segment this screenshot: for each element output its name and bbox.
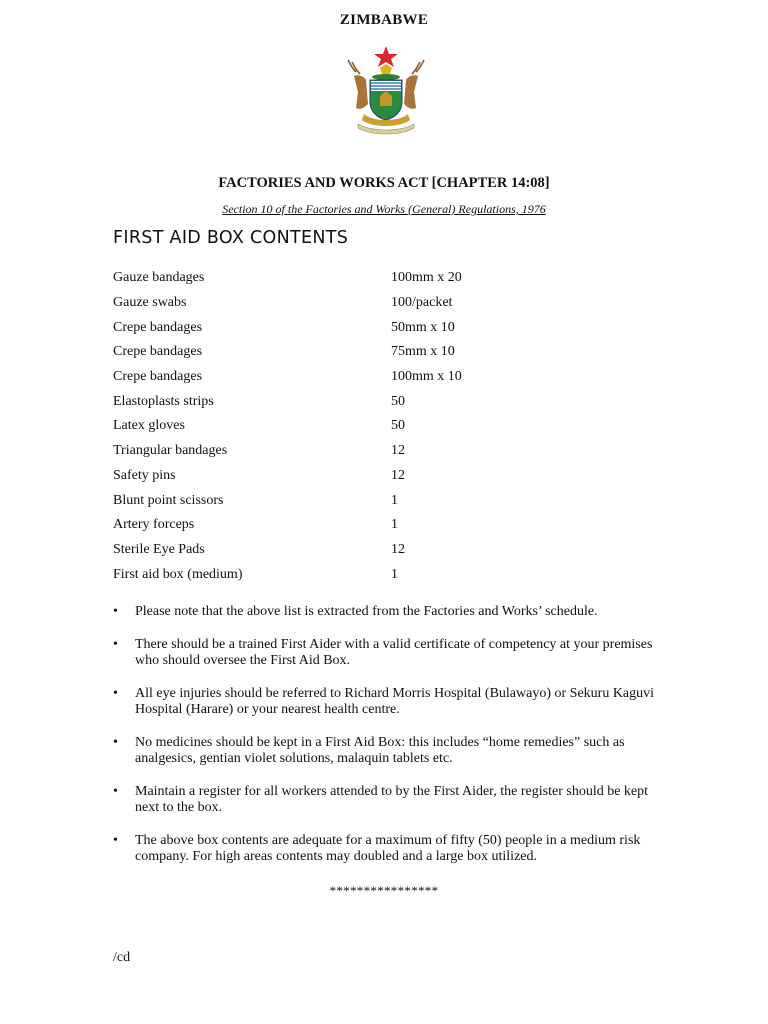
item-name: First aid box (medium) xyxy=(113,566,243,582)
table-row xyxy=(113,340,673,365)
bullet-icon: • xyxy=(113,636,118,652)
item-name: Elastoplasts strips xyxy=(113,393,214,409)
item-quantity: 1 xyxy=(391,517,398,533)
item-name: Sterile Eye Pads xyxy=(113,541,205,557)
country-title: ZIMBABWE xyxy=(339,12,429,28)
bullet-icon: • xyxy=(113,734,118,750)
item-name: Crepe bandages xyxy=(113,369,203,385)
item-name: Gauze swabs xyxy=(113,295,187,311)
item-quantity: 12 xyxy=(391,541,405,557)
act-title: FACTORIES AND WORKS ACT [CHAPTER 14:08] xyxy=(218,175,550,191)
coat-of-arms-icon xyxy=(338,44,434,136)
table-row xyxy=(113,488,673,513)
list-item xyxy=(113,833,658,866)
item-name: Artery forceps xyxy=(113,517,195,533)
item-quantity: 50 xyxy=(391,418,405,434)
table-row xyxy=(113,464,673,489)
item-name: Crepe bandages xyxy=(113,319,203,335)
note-text: The above box contents are adequate for a maximum of fifty (50) people in a medium risk company. For high areas contents may doubled and a large box utilized. xyxy=(135,832,641,864)
notes-list xyxy=(113,604,658,882)
table-row xyxy=(113,389,673,414)
bullet-icon: • xyxy=(113,604,118,619)
item-quantity: 12 xyxy=(391,467,405,483)
item-quantity: 50mm x 10 xyxy=(391,319,455,335)
item-quantity: 50 xyxy=(391,393,405,409)
act-subtitle: Section 10 of the Factories and Works (General) Regulations, 1976 xyxy=(222,202,546,216)
note-text: Maintain a register for all workers attended to by the First Aider, the register should be kept next to the box. xyxy=(135,783,649,815)
list-item xyxy=(113,637,658,670)
footer-initials: /cd xyxy=(113,950,131,965)
item-name: Blunt point scissors xyxy=(113,492,224,508)
item-quantity: 100/packet xyxy=(391,295,453,311)
table-row xyxy=(113,562,673,587)
item-quantity: 1 xyxy=(391,492,398,508)
table-row xyxy=(113,315,673,340)
first-aid-contents-table xyxy=(113,266,673,587)
note-text: Please note that the above list is extracted from the Factories and Works’ schedule. xyxy=(135,604,598,619)
note-text: All eye injuries should be referred to Richard Morris Hospital (Bulawayo) or Sekuru Kaguvi Hospital (Harare) or your nearest health centre. xyxy=(135,685,655,717)
table-row xyxy=(113,266,673,291)
item-name: Gauze bandages xyxy=(113,270,205,286)
table-row xyxy=(113,414,673,439)
list-item xyxy=(113,784,658,817)
table-row xyxy=(113,365,673,390)
separator: **************** xyxy=(329,883,439,898)
item-name: Safety pins xyxy=(113,467,176,483)
table-row xyxy=(113,538,673,563)
list-item xyxy=(113,686,658,719)
item-name: Latex gloves xyxy=(113,418,185,434)
table-row xyxy=(113,291,673,316)
item-quantity: 100mm x 20 xyxy=(391,270,462,286)
item-quantity: 1 xyxy=(391,566,398,582)
list-item xyxy=(113,604,658,621)
item-quantity: 100mm x 10 xyxy=(391,369,462,385)
note-text: No medicines should be kept in a First Aid Box: this includes “home remedies” such as analgesics, gentian violet solutions, malaquin tablets etc. xyxy=(135,734,625,766)
item-quantity: 12 xyxy=(391,443,405,459)
bullet-icon: • xyxy=(113,685,118,701)
item-name: Crepe bandages xyxy=(113,344,203,360)
table-row xyxy=(113,513,673,538)
table-row xyxy=(113,439,673,464)
item-quantity: 75mm x 10 xyxy=(391,344,455,360)
bullet-icon: • xyxy=(113,832,118,848)
list-item xyxy=(113,735,658,768)
item-name: Triangular bandages xyxy=(113,443,228,459)
bullet-icon: • xyxy=(113,783,118,799)
note-text: There should be a trained First Aider with a valid certificate of competency at your premises who should oversee the First Aid Box. xyxy=(135,636,653,668)
section-heading: FIRST AID BOX CONTENTS xyxy=(113,228,349,248)
